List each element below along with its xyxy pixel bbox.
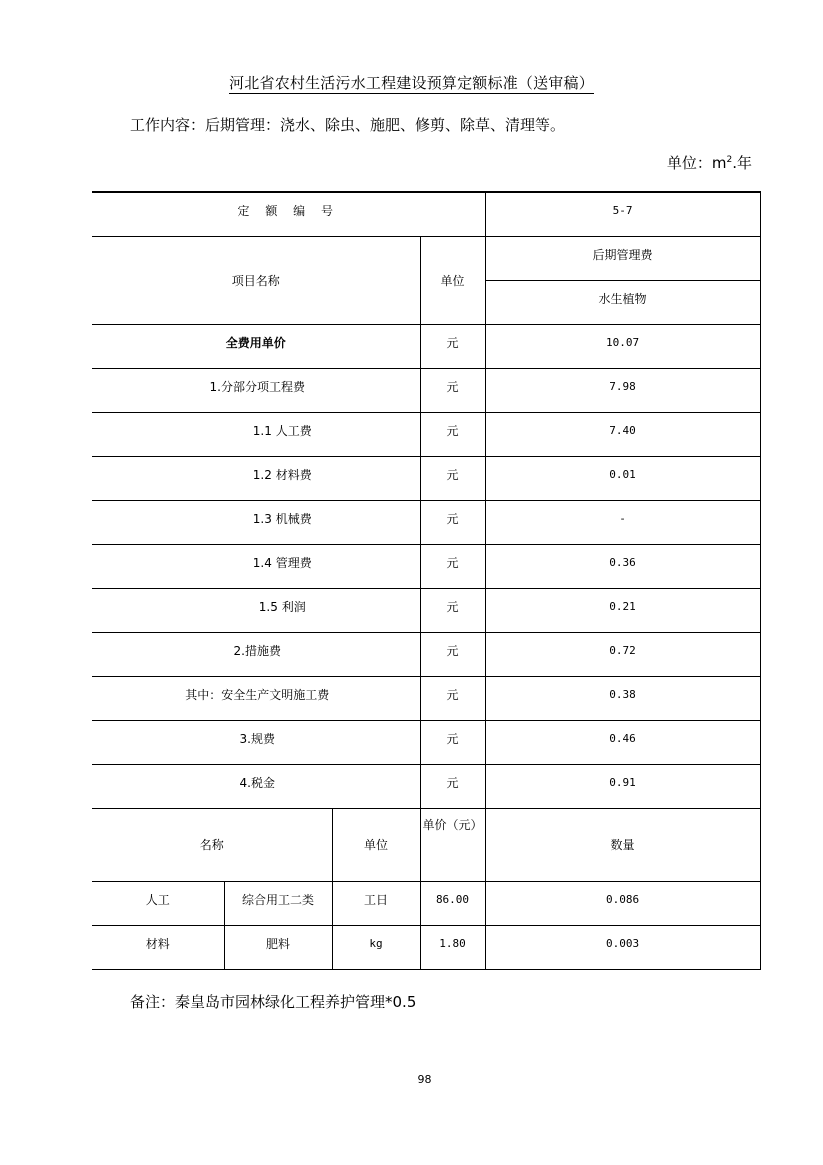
cost-value: 10.07	[605, 336, 640, 349]
cost-name-cell	[92, 369, 420, 413]
cost-value-cell	[485, 765, 760, 809]
resource-quantity: 0.003	[605, 937, 640, 950]
resource-price: 1.80	[439, 937, 466, 950]
unit-line	[667, 152, 752, 173]
cost-unit-cell	[420, 325, 485, 369]
resource-name-cell	[224, 882, 332, 926]
page-number: 98	[417, 1073, 432, 1086]
cost-value: 7.98	[609, 380, 636, 393]
cost-row	[92, 765, 760, 809]
cost-unit: 元	[446, 776, 459, 790]
resource-type-cell	[92, 882, 224, 926]
document-title-text: 河北省农村生活污水工程建设预算定额标准（送审稿）	[229, 74, 594, 92]
cost-value-cell	[485, 677, 760, 721]
resource-name: 综合用工二类	[241, 893, 314, 907]
cost-name: 其中：安全生产文明施工费	[185, 688, 330, 702]
cost-unit: 元	[446, 424, 459, 438]
cost-unit: 元	[446, 688, 459, 702]
quota-code-row	[92, 192, 760, 237]
item-name-header-cell	[92, 237, 420, 325]
resource-type: 材料	[145, 937, 170, 951]
cost-name-cell	[92, 589, 420, 633]
cost-unit-cell	[420, 369, 485, 413]
cost-value-cell	[485, 457, 760, 501]
header-row-1	[92, 237, 760, 281]
cost-name: 1.2 材料费	[252, 468, 312, 482]
resource-price-header-cell	[420, 809, 485, 882]
cost-name-cell	[92, 413, 420, 457]
cost-row	[92, 501, 760, 545]
resource-quantity-header-cell	[485, 809, 760, 882]
category-label: 后期管理费	[592, 248, 653, 262]
resource-name-cell	[224, 926, 332, 970]
resource-unit-cell	[332, 882, 420, 926]
cost-unit-cell	[420, 721, 485, 765]
cost-unit-cell	[420, 633, 485, 677]
resource-unit: 工日	[363, 893, 388, 907]
cost-name-cell	[92, 545, 420, 589]
cost-unit: 元	[446, 512, 459, 526]
cost-row	[92, 721, 760, 765]
cost-name-cell	[92, 633, 420, 677]
cost-row	[92, 369, 760, 413]
unit-suffix: .年	[732, 154, 752, 172]
cost-value-cell	[485, 413, 760, 457]
cost-name: 1.3 机械费	[252, 512, 312, 526]
cost-value: 0.01	[609, 468, 636, 481]
cost-value-cell	[485, 589, 760, 633]
resource-row	[92, 926, 760, 970]
cost-name: 2.措施费	[233, 644, 281, 658]
resource-name-header-cell	[92, 809, 332, 882]
cost-row-total	[92, 325, 760, 369]
cost-name-cell	[92, 721, 420, 765]
subcategory-label: 水生植物	[598, 292, 647, 306]
item-name-header: 项目名称	[231, 273, 280, 288]
cost-row	[92, 589, 760, 633]
cost-value-cell	[485, 369, 760, 413]
cost-row	[92, 457, 760, 501]
unit-header: 单位	[440, 273, 465, 288]
cost-unit-cell	[420, 677, 485, 721]
cost-name: 1.5 利润	[258, 600, 306, 614]
cost-value: 7.40	[609, 424, 636, 437]
cost-value: 0.72	[609, 644, 636, 657]
resource-price-cell	[420, 926, 485, 970]
unit-superscript: 2	[726, 155, 733, 165]
cost-name: 1.分部分项工程费	[209, 380, 305, 394]
quota-code-label: 定 额 编 号	[237, 204, 339, 218]
resource-type: 人工	[145, 893, 170, 907]
cost-row	[92, 677, 760, 721]
resource-quantity-cell	[485, 882, 760, 926]
resource-quantity: 0.086	[605, 893, 640, 906]
cost-value-cell	[485, 545, 760, 589]
cost-name-cell	[92, 325, 420, 369]
subcategory-cell	[485, 281, 760, 325]
quota-code-cell	[485, 192, 760, 237]
cost-unit: 元	[446, 644, 459, 658]
cost-unit: 元	[446, 380, 459, 394]
resource-name: 肥料	[265, 937, 290, 951]
cost-name-cell	[92, 501, 420, 545]
resource-unit: kg	[369, 937, 383, 950]
resource-price-cell	[420, 882, 485, 926]
quota-table	[92, 191, 761, 970]
cost-value: 0.91	[609, 776, 636, 789]
cost-name-cell	[92, 677, 420, 721]
resource-price-header: 单价（元）	[422, 818, 483, 832]
document-title	[0, 72, 823, 93]
cost-row	[92, 413, 760, 457]
quota-code: 5-7	[612, 204, 633, 217]
cost-unit: 元	[446, 336, 459, 350]
cost-unit-cell	[420, 545, 485, 589]
resource-unit-cell	[332, 926, 420, 970]
cost-value: 0.38	[609, 688, 636, 701]
cost-name: 4.税金	[239, 776, 275, 790]
cost-value-cell	[485, 501, 760, 545]
resource-unit-header: 单位	[363, 838, 388, 852]
category-cell	[485, 237, 760, 281]
resource-quantity-cell	[485, 926, 760, 970]
cost-unit-cell	[420, 589, 485, 633]
cost-value: 0.46	[609, 732, 636, 745]
cost-unit: 元	[446, 732, 459, 746]
quota-code-label-cell	[92, 192, 485, 237]
cost-name: 1.4 管理费	[252, 556, 312, 570]
cost-value: 0.21	[609, 600, 636, 613]
resource-header-row	[92, 809, 760, 882]
cost-unit-cell	[420, 765, 485, 809]
resource-name-header: 名称	[199, 838, 224, 852]
cost-value-cell	[485, 325, 760, 369]
resource-row	[92, 882, 760, 926]
resource-price: 86.00	[435, 893, 470, 906]
cost-name: 3.规费	[239, 732, 275, 746]
cost-name-cell	[92, 765, 420, 809]
cost-unit-cell	[420, 413, 485, 457]
cost-name: 1.1 人工费	[252, 424, 312, 438]
cost-value-cell	[485, 721, 760, 765]
cost-value: 0.36	[609, 556, 636, 569]
resource-unit-header-cell	[332, 809, 420, 882]
unit-header-cell	[420, 237, 485, 325]
cost-unit-cell	[420, 501, 485, 545]
cost-name-cell	[92, 457, 420, 501]
remark: 备注：秦皇岛市园林绿化工程养护管理*0.5	[130, 993, 417, 1011]
cost-unit: 元	[446, 468, 459, 482]
resource-type-cell	[92, 926, 224, 970]
cost-value: -	[619, 512, 626, 525]
cost-row	[92, 545, 760, 589]
cost-name: 全费用单价	[225, 336, 286, 350]
unit-label: 单位：m	[666, 154, 727, 172]
work-content: 工作内容：后期管理：浇水、除虫、施肥、修剪、除草、清理等。	[130, 116, 566, 134]
cost-value-cell	[485, 633, 760, 677]
cost-unit: 元	[446, 556, 459, 570]
cost-unit: 元	[446, 600, 459, 614]
cost-row	[92, 633, 760, 677]
resource-quantity-header: 数量	[610, 838, 635, 852]
cost-unit-cell	[420, 457, 485, 501]
